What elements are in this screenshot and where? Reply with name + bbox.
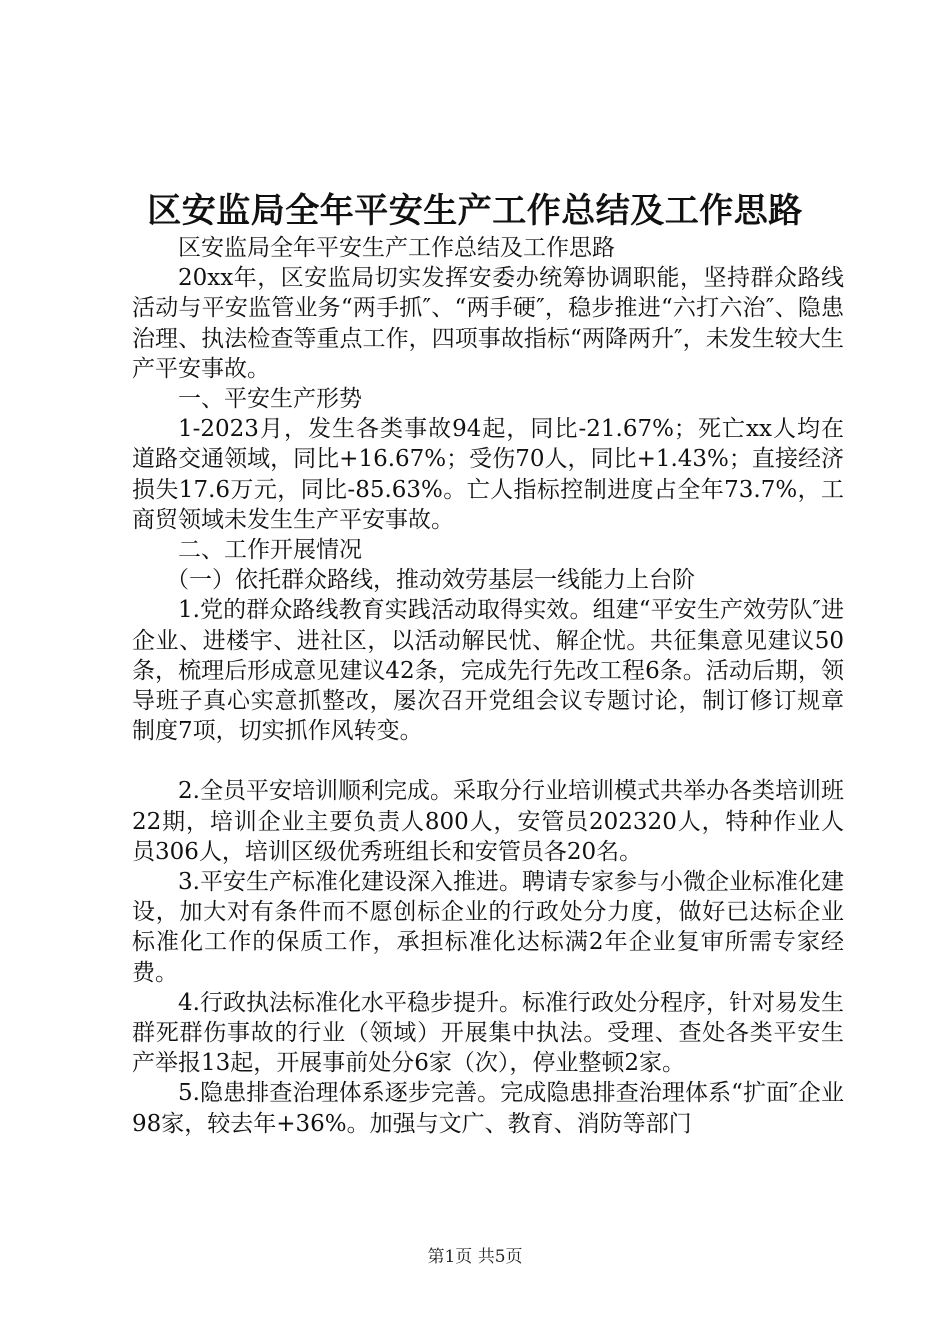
item-paragraph-3: 3.平安生产标准化建设深入推进。聘请专家参与小微企业标准化建设，加大对有条件而不愿创标企业的行政处分力度，做好已达标企业标准化工作的保质工作，承担标准化达标满2年企业复审所需专家经费。	[132, 869, 844, 986]
section-heading-2: 二、工作开展情况	[178, 537, 362, 564]
subtitle-paragraph: 区安监局全年平安生产工作总结及工作思路	[178, 235, 615, 261]
document-title: 区安监局全年平安生产工作总结及工作思路	[147, 191, 803, 231]
safety-situation-paragraph: 1-2023月，发生各类事故94起，同比-21.67%；死亡xx人均在道路交通领域，同比+16.67%；受伤70人，同比+1.43%；直接经济损失17.6万元，同比-85.63%。亡人指标控制进度占全年73.7%，工商贸领域未发生生产平安事故。	[132, 416, 844, 533]
subsection-heading-1: （一）依托群众路线，推动效劳基层一线能力上台阶	[166, 567, 695, 594]
document-body	[132, 233, 844, 1139]
item-paragraph-2: 2.全员平安培训顺利完成。采取分行业培训模式共举办各类培训班22期，培训企业主要负责人800人，安管员202320人，特种作业人员306人，培训区级优秀班组长和安管员各20名。	[132, 778, 844, 865]
paragraph-gap	[132, 746, 844, 776]
item-paragraph-4: 4.行政执法标准化水平稳步提升。标准行政处分程序，针对易发生群死群伤事故的行业（领域）开展集中执法。受理、查处各类平安生产举报13起，开展事前处分6家（次），停业整顿2家。	[132, 989, 844, 1077]
item-paragraph-1: 1.党的群众路线教育实践活动取得实效。组建“平安生产效劳队″进企业、进楼宇、进社区，以活动解民忧、解企忧。共征集意见建议50条，梳理后形成意见建议42条，完成先行先改工程6条。活动后期，领导班子真心实意抓整改，屡次召开党组会议专题讨论，制订修订规章制度7项，切实抓作风转变。	[132, 597, 844, 745]
item-paragraph-5: 5.隐患排查治理体系逐步完善。完成隐患排查治理体系“扩面″企业98家，较去年+36%。加强与文广、教育、消防等部门	[132, 1080, 844, 1137]
page-number-footer: 第1页 共5页	[427, 1247, 523, 1267]
intro-paragraph: 20xx年，区安监局切实发挥安委办统筹协调职能，坚持群众路线活动与平安监管业务“两手抓″、“两手硬″，稳步推进“六打六治″、隐患治理、执法检查等重点工作，四项事故指标“两降两升″，未发生较大生产平安事故。	[132, 265, 844, 382]
section-heading-1: 一、平安生产形势	[178, 386, 362, 413]
